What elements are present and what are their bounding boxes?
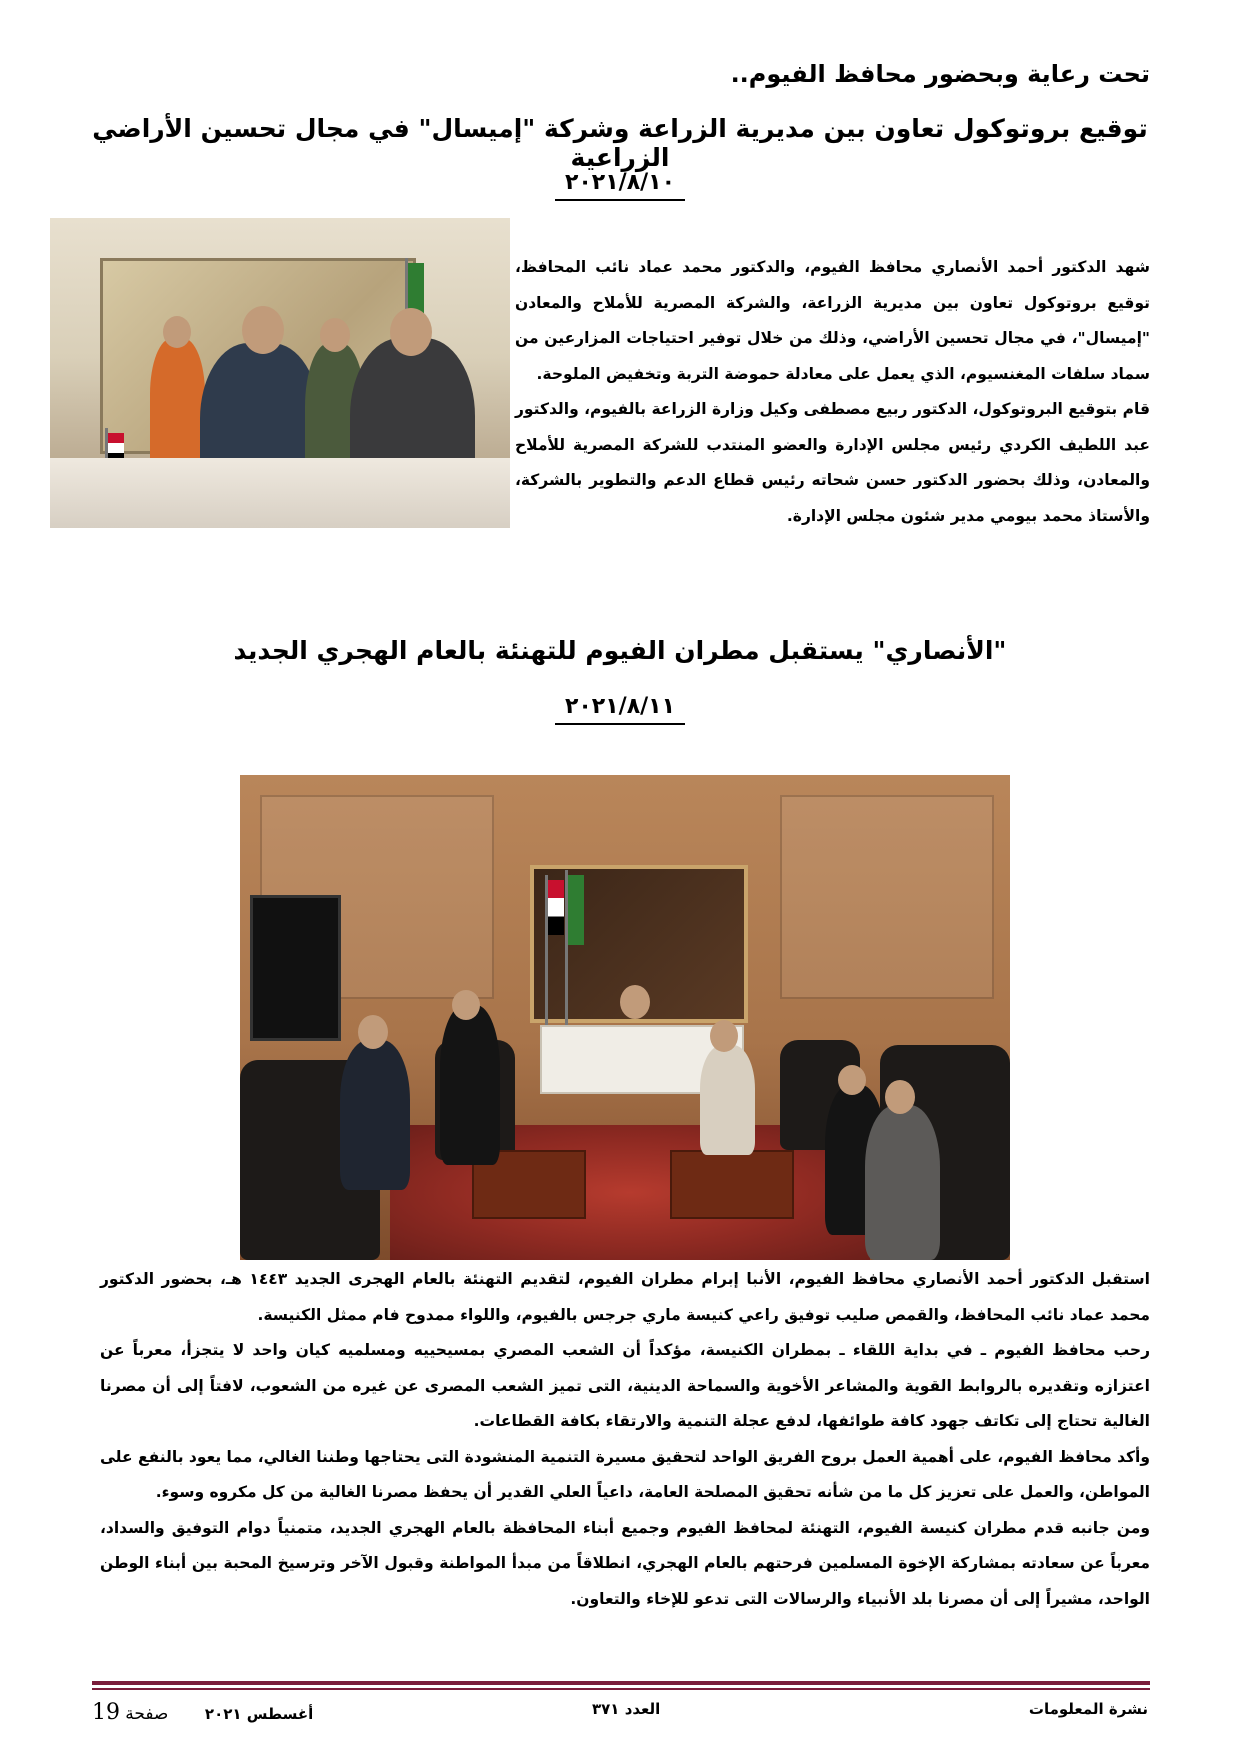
footer-page-label: صفحة: [125, 1704, 169, 1724]
article2-paragraph: رحب محافظ الفيوم ـ في بداية اللقاء ـ بمطران الكنيسة، مؤكداً أن الشعب المصري بمسيحييه ومسلميه كيان واحد لا يتجزأ، معرباً عن اعتزازه وتقديره بالروابط القوية والمشاعر الأخوية والسماحة الدينية، التى تميز الشعب المصرى عن غيره من الشعوب، لافتاً إلى أن مصرنا الغالية تحتاج إلى تكاتف جهود كافة طوائفها، لدفع عجلة التنمية والارتقاء بكافة القطاعات.: [100, 1341, 1150, 1430]
footer-page-info: [92, 1700, 313, 1725]
footer-rule-thin: [92, 1688, 1150, 1690]
desk: [50, 458, 510, 528]
article1-paragraph: شهد الدكتور أحمد الأنصاري محافظ الفيوم، والدكتور محمد عماد نائب المحافظ، توقيع بروتوكول تعاون بين مديرية الزراعة، والشركة المصرية للأملاح والمعادن "إميسال"، في مجال تحسين الأراضي، وذلك من خلال توفير احتياجات المزارعين من سماد سلفات المغنسيوم، الذي يعمل على معادلة حموضة التربة وتخفيض الملوحة.: [515, 258, 1150, 383]
footer-publication: نشرة المعلومات: [1028, 1700, 1148, 1718]
footer-month: أغسطس ٢٠٢١: [204, 1705, 314, 1723]
tv-screen: [250, 895, 341, 1041]
footer-rule: [92, 1681, 1150, 1685]
article2-photo: [240, 775, 1010, 1260]
article1-title: توقيع بروتوكول تعاون بين مديرية الزراعة وشركة "إميسال" في مجال تحسين الأراضي الزراعية: [92, 114, 1148, 172]
article1-date: [470, 170, 770, 201]
article2-paragraph: وأكد محافظ الفيوم، على أهمية العمل بروح الفريق الواحد لتحقيق مسيرة التنمية المنشودة التى يحتاجها وطننا الغالي، مما يعود بالنفع على المواطن، والعمل على تعزيز كل ما من شأنه تحقيق المصلحة العامة، داعياً العلي القدير أن يحفظ مصرنا الغالية من كل مكروه وسوء.: [99, 1447, 1150, 1501]
article1-body: [515, 250, 1150, 534]
article1-kicker: تحت رعاية وبحضور محافظ الفيوم..: [730, 60, 1150, 88]
article1-date-text: ٢٠٢١/٨/١٠: [555, 170, 685, 201]
article2-paragraph: استقبل الدكتور أحمد الأنصاري محافظ الفيوم، الأنبا إبرام مطران الفيوم، لتقديم التهنئة بالعام الهجرى الجديد ١٤٤٣ هـ، بحضور الدكتور محمد عماد نائب المحافظ، والقمص صليب توفيق راعي كنيسة ماري جرجس بالفيوم، واللواء ممدوح فام ممثل الكنيسة.: [100, 1270, 1150, 1324]
article2-date: [470, 694, 770, 725]
article2-body: [100, 1262, 1150, 1617]
article2-title: "الأنصاري" يستقبل مطران الفيوم للتهنئة بالعام الهجري الجديد: [233, 636, 1007, 665]
footer-page-number: 19: [92, 1700, 120, 1725]
article2-date-text: ٢٠٢١/٨/١١: [555, 694, 685, 725]
article1-photo: [50, 218, 510, 528]
footer-issue: العدد ٣٧١: [592, 1700, 661, 1718]
article2-paragraph: ومن جانبه قدم مطران كنيسة الفيوم، التهنئة لمحافظ الفيوم وجميع أبناء المحافظة بالعام الهجري الجديد، متمنياً دوام التوفيق والسداد، معرباً عن سعادته بمشاركة الإخوة المسلمين فرحتهم بالعام الهجري، انطلاقاً من مبدأ المواطنة وقبول الآخر وترسيخ المحبة بين أبناء الوطن الواحد، مشيراً إلى أن مصرنا بلد الأنبياء والرسالات التى تدعو للإخاء والتعاون.: [100, 1518, 1150, 1608]
article1-paragraph: قام بتوقيع البروتوكول، الدكتور ربيع مصطفى وكيل وزارة الزراعة بالفيوم، والدكتور عبد اللطيف الكردي رئيس مجلس الإدارة والعضو المنتدب للشركة المصرية للأملاح والمعادن، وذلك بحضور الدكتور حسن شحاته رئيس قطاع الدعم والتطوير بالشركة، والأستاذ محمد بيومي مدير شئون مجلس الإدارة.: [515, 400, 1150, 525]
